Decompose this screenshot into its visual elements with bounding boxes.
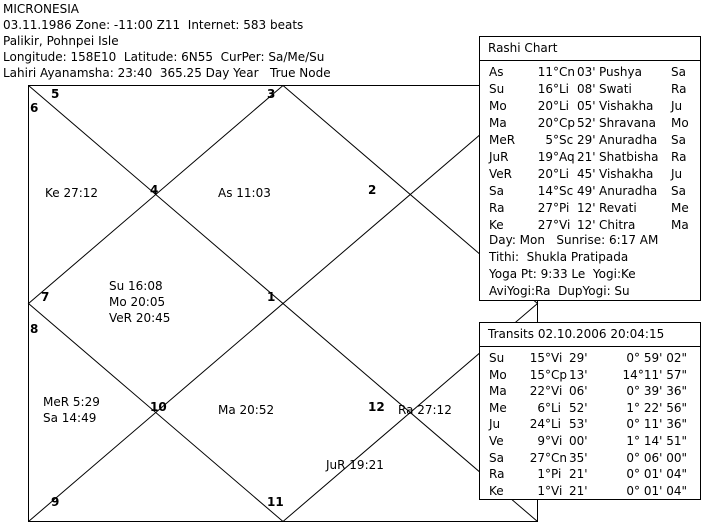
sign-cell: Vi: [551, 351, 563, 365]
minute-cell: 52': [569, 400, 588, 415]
planet-cell: Mo: [489, 99, 507, 113]
house-number-1: 1: [267, 290, 276, 304]
placement-mercury: MeR 5:29: [43, 395, 100, 409]
minute-cell: 08': [577, 82, 596, 96]
avayogi-info: AviYogi:Ra DupYogi: Su: [489, 284, 630, 298]
planet-cell: Ve: [489, 434, 504, 448]
placement-moon: Mo 20:05: [109, 295, 166, 309]
planet-cell: Ju: [489, 417, 501, 432]
coordinates-line: Longitude: 158E10 Latitude: 6N55 CurPer: Sa/Me/Su: [3, 50, 325, 64]
nakshatra-cell: Shravana: [599, 116, 656, 130]
sign-cell: Vi: [551, 483, 563, 498]
planet-cell: Su: [489, 82, 505, 96]
motion-cell: 0° 39' 36": [626, 384, 687, 399]
nakshatra-cell: Anuradha: [599, 133, 658, 147]
minute-cell: 29': [569, 351, 588, 365]
degree-cell: 22°: [529, 384, 551, 399]
lord-cell: Sa: [671, 184, 686, 198]
minute-cell: 49': [577, 184, 596, 198]
planet-cell: Mo: [489, 367, 507, 382]
sign-cell: Li: [551, 400, 562, 415]
minute-cell: 21': [569, 467, 588, 482]
lord-cell: Ra: [671, 150, 687, 164]
minute-cell: 05': [577, 99, 596, 113]
planet-cell: Sa: [489, 450, 504, 465]
planet-cell: Ra: [489, 467, 505, 482]
minute-cell: 52': [577, 116, 596, 130]
sign-cell: Cp: [559, 116, 575, 130]
minute-cell: 12': [577, 201, 596, 215]
motion-cell: 1° 22' 56": [626, 400, 687, 415]
placement-mars: Ma 20:52: [218, 403, 275, 417]
degree-cell: 5°: [545, 133, 559, 147]
lord-cell: Ju: [671, 167, 683, 181]
placement-ketu: Ke 27:12: [45, 186, 99, 200]
planet-cell: Sa: [489, 184, 504, 198]
planet-cell: Me: [489, 400, 507, 415]
motion-cell: 0° 01' 04": [626, 467, 687, 482]
minute-cell: 12': [577, 218, 596, 232]
sign-cell: Pi: [551, 467, 562, 482]
house-number-7: 7: [41, 290, 50, 304]
sign-cell: Sc: [559, 133, 574, 147]
degree-cell: 14°: [537, 184, 559, 198]
lord-cell: Ra: [671, 82, 687, 96]
degree-cell: 19°: [537, 150, 559, 164]
minute-cell: 03': [577, 65, 596, 79]
sign-cell: Li: [559, 167, 570, 181]
sign-cell: Li: [559, 99, 570, 113]
motion-cell: 14°11' 57": [622, 367, 687, 382]
planet-cell: MeR: [489, 133, 516, 147]
transits-panel: [479, 322, 701, 500]
degree-cell: 9°: [537, 434, 551, 448]
degree-cell: 27°: [537, 201, 559, 215]
sign-cell: Aq: [559, 150, 575, 164]
nakshatra-cell: Vishakha: [599, 99, 654, 113]
minute-cell: 45': [577, 167, 596, 181]
minute-cell: 21': [569, 483, 588, 498]
motion-cell: 0° 11' 36": [626, 417, 687, 432]
planet-cell: Ma: [489, 384, 507, 399]
transits-title: Transits 02.10.2006 20:04:15: [480, 323, 700, 347]
degree-cell: 1°: [537, 483, 551, 498]
day-sunrise-info: Day: Mon Sunrise: 6:17 AM: [489, 233, 659, 247]
minute-cell: 53': [569, 417, 588, 432]
lord-cell: Sa: [671, 65, 686, 79]
placement-jupiter: JuR 19:21: [326, 458, 384, 472]
planet-cell: Ra: [489, 201, 505, 215]
sign-cell: Li: [551, 417, 562, 432]
tithi-info: Tithi: Shukla Pratipada: [489, 250, 629, 264]
lord-cell: Sa: [671, 133, 686, 147]
degree-cell: 16°: [537, 82, 559, 96]
nakshatra-cell: Pushya: [599, 65, 642, 79]
house-number-8: 8: [30, 322, 39, 336]
minute-cell: 00': [569, 434, 588, 448]
minute-cell: 35': [569, 450, 588, 465]
planet-cell: VeR: [489, 167, 512, 181]
yoga-info: Yoga Pt: 9:33 Le Yogi:Ke: [489, 267, 636, 281]
planet-cell: Ma: [489, 116, 507, 130]
planet-cell: Ke: [489, 483, 504, 498]
nakshatra-cell: Anuradha: [599, 184, 658, 198]
house-number-11: 11: [267, 495, 284, 509]
house-number-3: 3: [267, 87, 276, 101]
degree-cell: 20°: [537, 116, 559, 130]
degree-cell: 27°: [529, 450, 551, 465]
sign-cell: Sc: [559, 184, 574, 198]
degree-cell: 24°: [529, 417, 551, 432]
birth-place-line: Palikir, Pohnpei Isle: [3, 34, 119, 48]
motion-cell: 0° 59' 02": [626, 351, 687, 365]
lord-cell: Me: [671, 201, 689, 215]
degree-cell: 1°: [537, 467, 551, 482]
planet-cell: Su: [489, 351, 505, 365]
sign-cell: Li: [559, 82, 570, 96]
rashi-chart-title: Rashi Chart: [480, 37, 700, 61]
birth-date-line: 03.11.1986 Zone: -11:00 Z11 Internet: 583 beats: [3, 18, 304, 32]
minute-cell: 29': [577, 133, 596, 147]
degree-cell: 11°: [537, 65, 559, 79]
house-number-2: 2: [368, 183, 377, 197]
rashi-chart-panel: [479, 36, 701, 301]
placement-sun: Su 16:08: [109, 279, 163, 293]
nakshatra-cell: Vishakha: [599, 167, 654, 181]
house-number-5: 5: [51, 87, 60, 101]
minute-cell: 06': [569, 384, 588, 399]
minute-cell: 21': [577, 150, 596, 164]
motion-cell: 0° 06' 00": [626, 450, 687, 465]
house-number-4: 4: [150, 183, 159, 197]
sign-cell: Cp: [551, 367, 567, 382]
sign-cell: Cn: [559, 65, 575, 79]
ayanamsha-line: Lahiri Ayanamsha: 23:40 365.25 Day Year True Node: [3, 66, 331, 80]
degree-cell: 15°: [529, 367, 551, 382]
degree-cell: 6°: [537, 400, 551, 415]
nakshatra-cell: Chitra: [599, 218, 636, 232]
chart-title: MICRONESIA: [3, 2, 79, 16]
house-number-10: 10: [150, 400, 167, 414]
nakshatra-cell: Swati: [599, 82, 632, 96]
lord-cell: Ju: [671, 99, 683, 113]
motion-cell: 1° 14' 51": [626, 434, 687, 448]
nakshatra-cell: Shatbisha: [599, 150, 659, 164]
placement-rahu: Ra 27:12: [398, 403, 452, 417]
planet-cell: Ke: [489, 218, 504, 232]
degree-cell: 27°: [537, 218, 559, 232]
house-number-9: 9: [51, 495, 60, 509]
degree-cell: 15°: [529, 351, 551, 365]
minute-cell: 13': [569, 367, 588, 382]
degree-cell: 20°: [537, 99, 559, 113]
house-number-12: 12: [368, 400, 385, 414]
sign-cell: Vi: [559, 218, 571, 232]
sign-cell: Cn: [551, 450, 567, 465]
lord-cell: Mo: [671, 116, 689, 130]
sign-cell: Vi: [551, 384, 563, 399]
planet-cell: As: [489, 65, 504, 79]
lord-cell: Ma: [671, 218, 689, 232]
sign-cell: Vi: [551, 434, 563, 448]
sign-cell: Pi: [559, 201, 570, 215]
nakshatra-cell: Revati: [599, 201, 637, 215]
placement-saturn: Sa 14:49: [43, 411, 97, 425]
planet-cell: JuR: [489, 150, 509, 164]
house-number-6: 6: [30, 101, 39, 115]
placement-venus: VeR 20:45: [109, 311, 171, 325]
motion-cell: 0° 01' 04": [626, 483, 687, 498]
degree-cell: 20°: [537, 167, 559, 181]
placement-ascendant: As 11:03: [218, 186, 271, 200]
